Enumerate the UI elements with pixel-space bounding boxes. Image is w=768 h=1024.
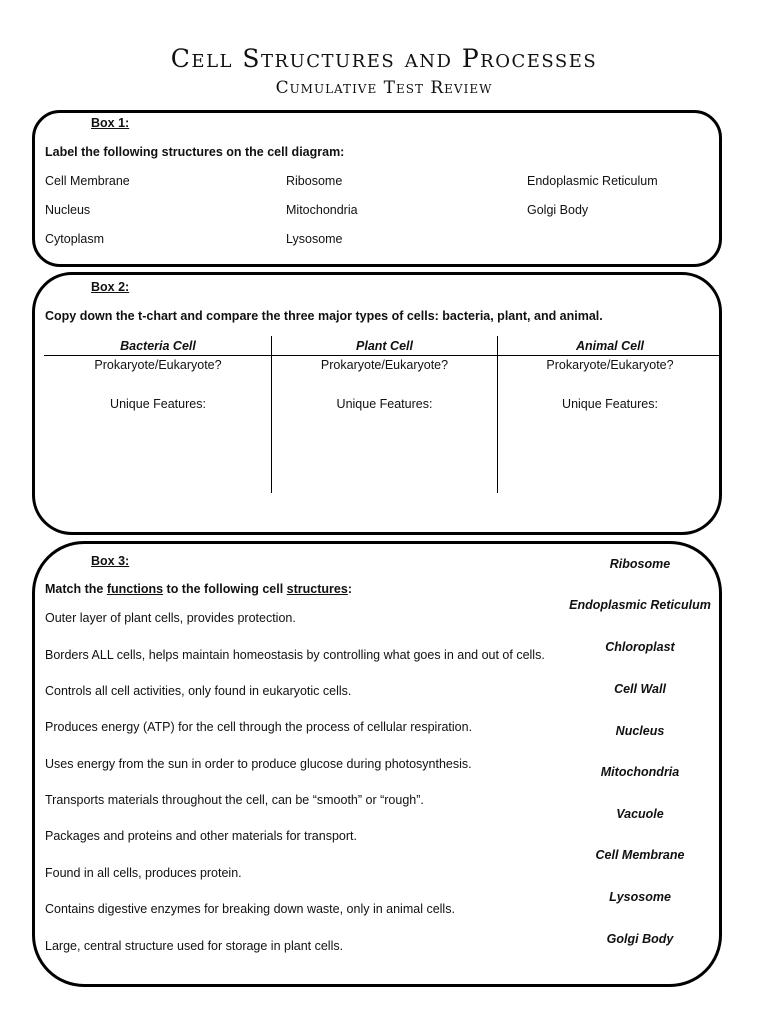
page-subtitle: Cumulative Test Review — [275, 78, 493, 98]
function-item: Outer layer of plant cells, provides protection. — [45, 611, 296, 625]
box-1-instruction: Label the following structures on the cell diagram: — [45, 145, 345, 159]
function-item: Transports materials throughout the cell, can be “smooth” or “rough”. — [45, 793, 424, 807]
instruction-text: Match the — [45, 582, 107, 596]
structure-option: Mitochondria — [600, 765, 680, 779]
t-chart-cell-text: Prokaryote/Eukaryote? — [320, 358, 449, 372]
box-2-instruction: Copy down the t-chart and compare the three major types of cells: bacteria, plant, and animal. — [45, 309, 603, 323]
function-item: Produces energy (ATP) for the cell through the process of cellular respiration. — [45, 720, 473, 734]
function-item: Found in all cells, produces protein. — [45, 866, 242, 880]
t-chart-horizontal-line — [44, 355, 720, 356]
structure-option: Chloroplast — [605, 640, 675, 654]
function-item: Packages and proteins and other materials for transport. — [45, 829, 357, 843]
structure-item: Lysosome — [286, 232, 343, 246]
instruction-structures: structures — [286, 582, 348, 596]
structure-option: Cell Membrane — [595, 848, 685, 862]
box-3-label: Box 3: — [91, 554, 130, 568]
structure-option: Lysosome — [609, 890, 671, 904]
structure-option: Ribosome — [609, 557, 671, 571]
structure-option: Vacuole — [616, 807, 664, 821]
t-chart-header-animal: Animal Cell — [575, 339, 645, 353]
page-title: Cell Structures and Processes — [170, 44, 598, 73]
instruction-text: : — [347, 582, 352, 596]
function-item: Controls all cell activities, only found in eukaryotic cells. — [45, 684, 352, 698]
instruction-functions: functions — [106, 582, 164, 596]
box-1-label: Box 1: — [91, 116, 130, 130]
t-chart-cell-text: Unique Features: — [110, 397, 206, 411]
t-chart-header-plant: Plant Cell — [356, 339, 413, 353]
box-1 — [32, 110, 722, 267]
structure-option: Endoplasmic Reticulum — [569, 598, 711, 612]
t-chart-cell-text: Unique Features: — [336, 397, 433, 411]
structure-option: Cell Wall — [614, 682, 666, 696]
structure-item: Cell Membrane — [45, 174, 130, 188]
structure-item: Golgi Body — [527, 203, 589, 217]
structure-item: Nucleus — [45, 203, 91, 217]
t-chart-cell-text: Unique Features: — [562, 397, 658, 411]
structure-item: Ribosome — [286, 174, 343, 188]
instruction-text: to the following cell — [163, 582, 287, 596]
structure-option: Golgi Body — [606, 932, 674, 946]
structure-item: Endoplasmic Reticulum — [527, 174, 658, 188]
t-chart-cell-text: Prokaryote/Eukaryote? — [94, 358, 222, 372]
box-2-label: Box 2: — [91, 280, 130, 294]
t-chart-cell-text: Prokaryote/Eukaryote? — [546, 358, 674, 372]
structure-item: Cytoplasm — [45, 232, 105, 246]
function-item: Borders ALL cells, helps maintain homeostasis by controlling what goes in and out of cells. — [45, 648, 545, 662]
box-3-instruction — [45, 582, 352, 596]
structure-option: Nucleus — [615, 724, 665, 738]
function-item: Large, central structure used for storage in plant cells. — [45, 939, 344, 953]
structure-item: Mitochondria — [286, 203, 358, 217]
function-item: Uses energy from the sun in order to produce glucose during photosynthesis. — [45, 757, 472, 771]
t-chart-header-bacteria: Bacteria Cell — [120, 339, 196, 353]
function-item: Contains digestive enzymes for breaking down waste, only in animal cells. — [45, 902, 455, 916]
